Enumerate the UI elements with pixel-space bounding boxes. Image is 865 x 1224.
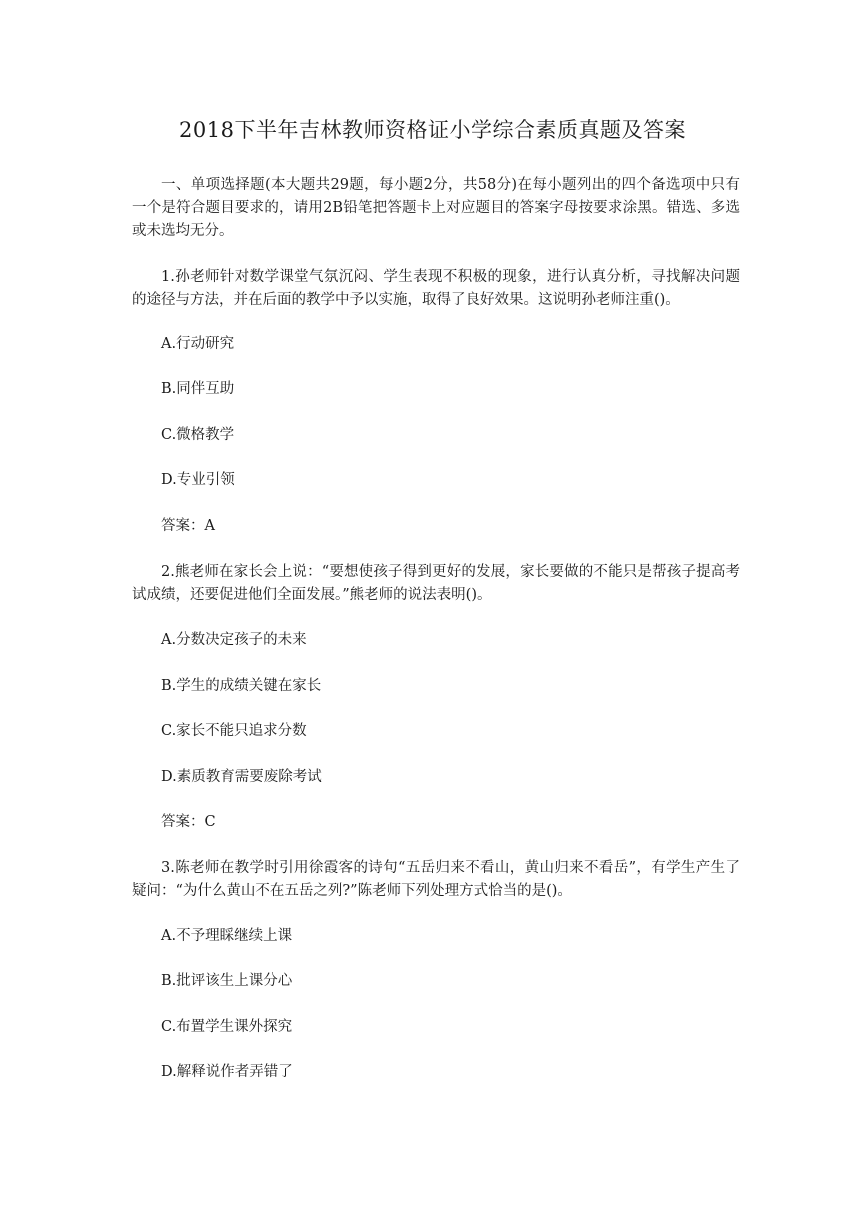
section-instructions: 一、单项选择题(本大题共29题，每小题2分，共58分)在每小题列出的四个备选项中只有一个是符合题目要求的，请用2B铅笔把答题卡上对应题目的答案字母按要求涂黑。错选、多选或未选均无分。 — [132, 177, 740, 239]
question-3-option-c: C.布置学生课外探究 — [161, 1019, 293, 1035]
question-1-option-a: A.行动研究 — [161, 336, 235, 352]
question-2-option-b: B.学生的成绩关键在家长 — [161, 678, 322, 694]
question-1-option-d: D.专业引领 — [161, 472, 235, 488]
question-3-stem: 3.陈老师在教学时引用徐霞客的诗句“五岳归来不看山，黄山归来不看岳”，有学生产生了疑问：“为什么黄山不在五岳之列?”陈老师下列处理方式恰当的是()。 — [132, 860, 740, 899]
question-3-option-d: D.解释说作者弄错了 — [161, 1064, 293, 1080]
question-2-option-a: A.分数决定孩子的未来 — [161, 632, 307, 648]
question-2-stem: 2.熊老师在家长会上说：“要想使孩子得到更好的发展，家长要做的不能只是帮孩子提高考试成绩，还要促进他们全面发展。”熊老师的说法表明()。 — [132, 564, 740, 603]
question-3-option-a: A.不予理睬继续上课 — [161, 928, 293, 944]
question-3-option-b: B.批评该生上课分心 — [161, 973, 293, 989]
question-1-option-c: C.微格教学 — [161, 427, 235, 443]
question-2-answer: 答案：C — [161, 814, 216, 830]
question-1-answer: 答案：A — [161, 518, 215, 534]
question-2-option-c: C.家长不能只追求分数 — [161, 723, 307, 739]
document-title: 2018下半年吉林教师资格证小学综合素质真题及答案 — [179, 118, 686, 142]
question-2-option-d: D.素质教育需要废除考试 — [161, 769, 322, 785]
question-1-option-b: B.同伴互助 — [161, 381, 235, 397]
question-1-stem: 1.孙老师针对数学课堂气氛沉闷、学生表现不积极的现象，进行认真分析，寻找解决问题的途径与方法，并在后面的教学中予以实施，取得了良好效果。这说明孙老师注重()。 — [132, 269, 740, 308]
